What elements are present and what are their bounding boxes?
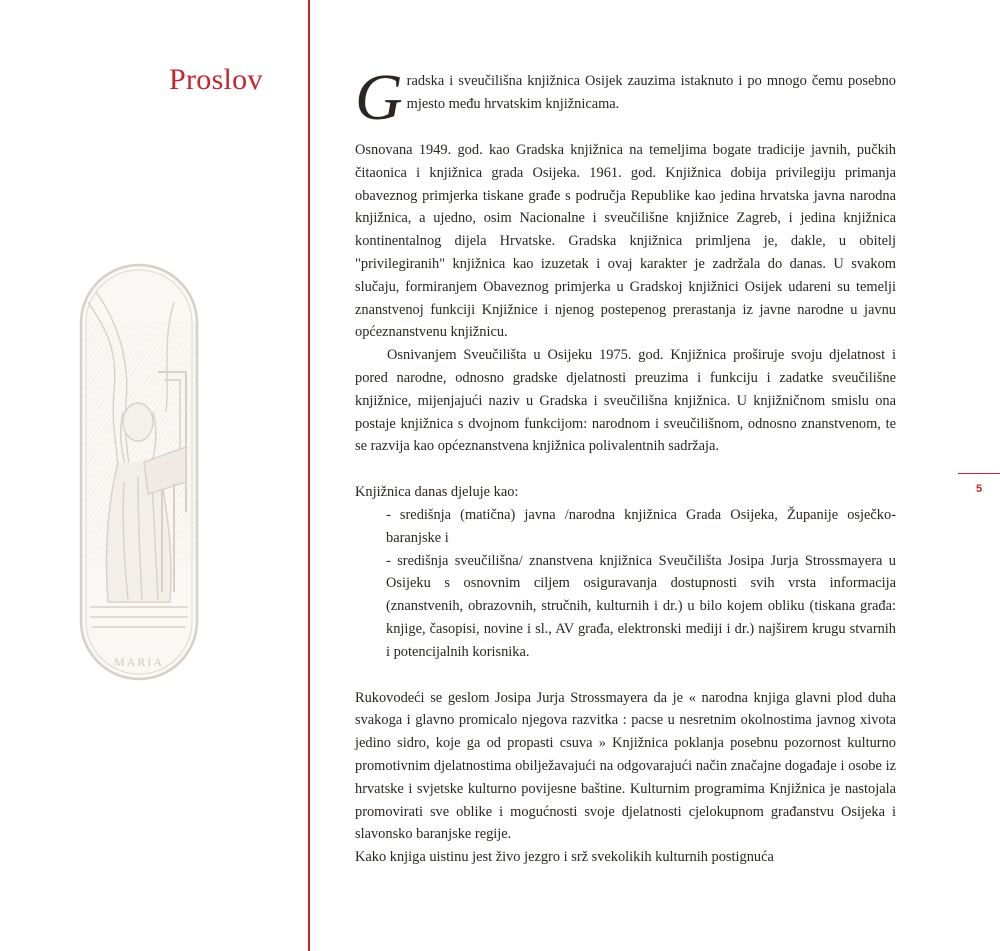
list-intro: Knjižnica danas djeluje kao: bbox=[355, 484, 519, 501]
engraving-svg bbox=[78, 262, 200, 682]
madonna-engraving-icon bbox=[78, 262, 200, 682]
section-title: Proslov bbox=[169, 63, 263, 96]
function-list bbox=[355, 504, 896, 664]
university-paragraph: Osnivanjem Sveučilišta u Osijeku 1975. god. Knjižnica proširuje svoju djelatnost i pored narodne, odnosno gradske djelatnosti preuzima i funkciju i zadatke sveučilišne knjižnice, mijenjajući naziv u Gradska i sveučilišna knjižnica. U knjižničnom smislu ona postaje knjižnica s dvojnom funkcijom: narodnom i sveučilišnom, odnosno znanstvenom, te se razvija kao općeznanstvena knjižnica polivalentnih sadržaja. bbox=[355, 347, 896, 455]
closing-paragraph: Kako knjiga uistinu jest živo jezgro i srž svekolikih kulturnih postignuća bbox=[355, 849, 774, 866]
intro-text: radska i sveučilišna knjižnica Osijek zauzima istaknuto i po mnogo čemu posebno mjesto među hrvatskim knjižnicama. bbox=[406, 73, 896, 112]
list-item: - središnja (matična) javna /narodna knjižnica Grada Osijeka, Županije osječko-baranjske i bbox=[386, 506, 896, 546]
history-paragraph: Osnovana 1949. god. kao Gradska knjižnica na temeljima bogate tradicije javnih, pučkih čitaonica i knjižnica grada Osijeka. 1961. god. Knjižnica dobija privilegiju primanja obaveznog primjerka tiskane građe s područja Republike kao jedina hrvatska javna narodna knjižnica, a ujedno, osim Nacionalne i sveučilišne knjižnice Zagreb, i jedina knjižnica kontinentalnog dijela Hrvatske. Gradska knjižnica primljena je, dakle, u obitelj "privilegiranih" knjižnica kao izuzetak i ovaj karakter je zadržala do danas. U svakom slučaju, formiranjem Obaveznog primjerka u Gradskoj knjižnici Osijek udareni su temelji znanstvenoj funkciji Knjižnice i njenog postepenog prerastanja iz javne narodne u javnu općeznanstvenu knjižnicu. bbox=[355, 142, 896, 341]
illustration-label: MARIA bbox=[113, 655, 165, 669]
strossmayer-paragraph: Rukovodeći se geslom Josipa Jurja Strossmayera da je « narodna knjiga glavni plod duha svakoga i glavno promicalo njegova razvitka : pacse u nesretnim okolnostima javnog xivota jedino sidro, koje ga od propasti csuva » Knjižnica poklanja posebnu pozornost kulturno promotivnim djelatnostima obilježavajući na odgovarajući način značajne događaje i osobe iz hrvatske i svjetske kulturno povijesne baštine. Kulturnim programima Knjižnica je nastojala promovirati sve oblike i mogućnosti svoje djelatnosti cjelokupnom građanstvu Osijeka i slavonsko baranjske regije. bbox=[355, 689, 896, 843]
main-text-column bbox=[355, 61, 896, 869]
drop-cap: G bbox=[355, 61, 403, 134]
page-divider-line bbox=[308, 0, 310, 951]
page-number-block bbox=[958, 473, 1000, 495]
list-item: - središnja sveučilišna/ znanstvena knjižnica Sveučilišta Josipa Jurja Strossmayera u Osijeku s osnovnim ciljem osiguravanja dostupnosti svih vrsta informacija (znanstvenih, obrazovnih, stručnih, kulturnih i dr.) u bilo kojem obliku (tiskana građa: knjige, časopisi, novine i sl., AV građa, elektronski mediji i dr.) najširem krugu stvarnih i potencijalnih korisnika. bbox=[386, 552, 896, 660]
page-number: 5 bbox=[975, 483, 983, 495]
intro-paragraph bbox=[355, 61, 896, 134]
page-number-rule bbox=[958, 473, 1000, 474]
